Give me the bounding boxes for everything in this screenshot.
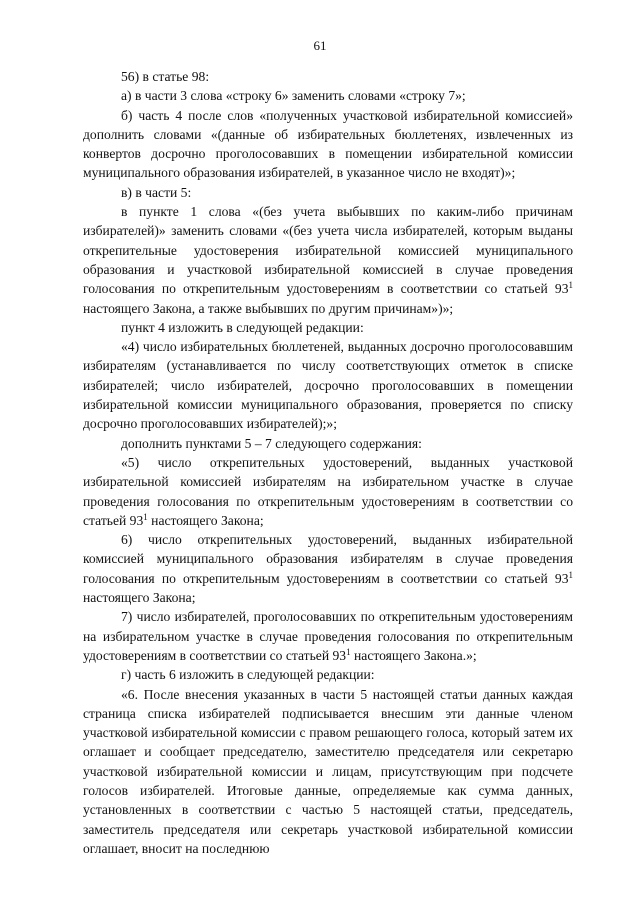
paragraph-p8 xyxy=(83,434,573,453)
paragraph-p11 xyxy=(83,607,573,665)
text-segment: настоящего Закона.»; xyxy=(350,647,477,663)
superscript: 1 xyxy=(143,511,148,522)
superscript: 1 xyxy=(346,646,351,657)
text-segment: «5) число открепительных удостоверений, выданных участковой избирательной комиссией избирателям на избирательном участке в случае проведения голосования по открепительным удостоверениям в соответствии со статьей 93 xyxy=(83,454,573,528)
text-segment: настоящего Закона; xyxy=(83,590,196,606)
paragraph-p3 xyxy=(83,106,573,183)
document-body xyxy=(83,67,573,858)
paragraph-p9 xyxy=(83,453,573,530)
text-segment: настоящего Закона, а также выбывших по другим причинам»)»; xyxy=(83,300,454,316)
paragraph-p10 xyxy=(83,530,573,607)
paragraph-p13 xyxy=(83,685,573,859)
text-segment: дополнить пунктами 5 – 7 следующего содержания: xyxy=(121,435,422,451)
text-segment: настоящего Закона; xyxy=(147,512,264,528)
text-segment: пункт 4 изложить в следующей редакции: xyxy=(121,319,364,335)
text-segment: б) часть 4 после слов «полученных участковой избирательной комиссией» дополнить словами «(данные об избирательных бюллетенях, извлеченных из конвертов досрочно проголосовавших в помещении избирательной комиссии муниципального образования избирателей, в указанное число не входят)»; xyxy=(83,107,573,181)
paragraph-p1 xyxy=(83,67,573,86)
superscript: 1 xyxy=(568,280,573,291)
text-segment: а) в части 3 слова «строку 6» заменить словами «строку 7»; xyxy=(121,88,466,104)
paragraph-p7 xyxy=(83,337,573,433)
paragraph-p5 xyxy=(83,202,573,318)
text-segment: г) часть 6 изложить в следующей редакции: xyxy=(121,667,375,683)
paragraph-p2 xyxy=(83,86,573,105)
superscript: 1 xyxy=(568,569,573,580)
paragraph-p12 xyxy=(83,665,573,684)
paragraph-p4 xyxy=(83,183,573,202)
text-segment: 6) число открепительных удостоверений, выданных избирательной комиссией муниципального образования избирателям в случае проведения голосования по открепительным удостоверениям в соответствии со статьей 93 xyxy=(83,532,573,586)
text-segment: 7) число избирателей, проголосовавших по открепительным удостоверениям на избирательном участке в случае проведения голосования по открепительным удостоверениям в соответствии со статьей 93 xyxy=(83,609,573,663)
page-number: 61 xyxy=(313,38,327,53)
text-segment: в) в части 5: xyxy=(121,184,192,200)
text-segment: «6. После внесения указанных в части 5 настоящей статьи данных каждая страница списка избирателей подписывается внесшим эти данные членом участковой избирательной комиссии с правом решающего голоса, который затем их оглашает и сообщает председателю, заместителю председателя или секретарю участковой избирательной комиссии и лицам, присутствующим при подсчете голосов избирателей. Итоговые данные, определяемые как сумма данных, установленных в соответствии с частью 5 настоящей статьи, председатель, заместитель председателя или секретарь участковой избирательной комиссии оглашает, вносит на последнюю xyxy=(83,686,573,856)
text-segment: в пункте 1 слова «(без учета выбывших по каким-либо причинам избирателей)» заменить словами «(без учета числа избирателей, которым выданы открепительные удостоверения избирательной комиссией муниципального образования и участковой избирательной комиссией в случае проведения голосования по открепительным удостоверениям в соответствии со статьей 93 xyxy=(83,204,573,297)
paragraph-p6 xyxy=(83,318,573,337)
text-segment: «4) число избирательных бюллетеней, выданных досрочно проголосовавшим избирателям (устанавливается по числу соответствующих отметок в списке избирателей; число избирателей, досрочно проголосовавших в помещении избирательной комиссии муниципального образования, проверяется по списку досрочно проголосовавших избирателей);»; xyxy=(83,339,573,432)
text-segment: 56) в статье 98: xyxy=(121,69,210,84)
